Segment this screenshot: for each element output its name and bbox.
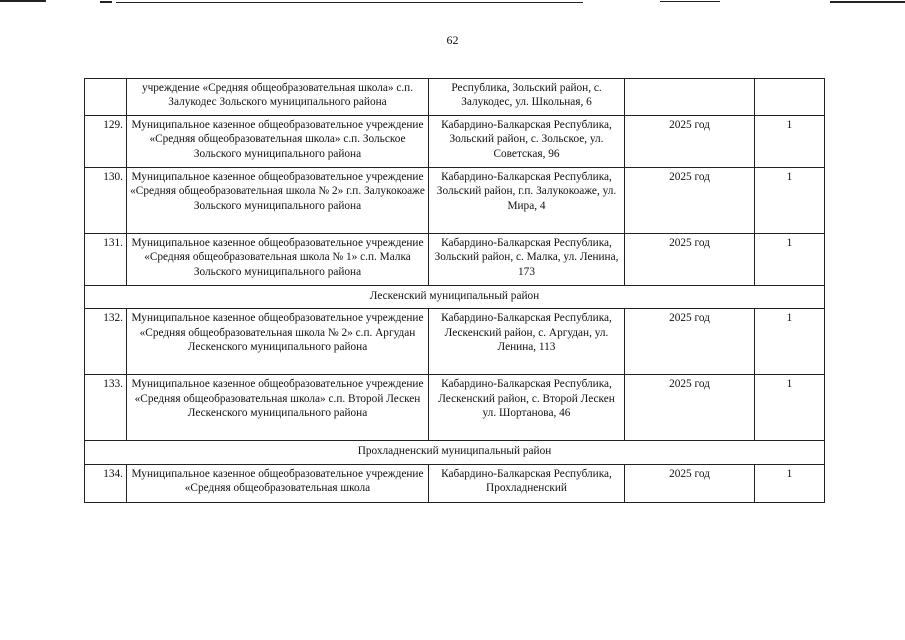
quantity: 1 [755,234,825,286]
institution-address: Кабардино-Балкарская Республика, Лескенский район, с. Аргудан, ул. Ленина, 113 [429,309,625,375]
quantity: 1 [755,168,825,234]
section-row [85,286,825,309]
institution-name: Муниципальное казенное общеобразовательное учреждение «Средняя общеобразовательная школа [127,464,429,502]
institution-name: Муниципальное казенное общеобразовательное учреждение «Средняя общеобразовательная школа № 1» с.п. Малка Зольского муниципального района [127,234,429,286]
section-heading: Прохладненский муниципальный район [85,441,825,464]
registry-table [84,78,825,503]
scan-line [0,0,46,2]
institution-address: Кабардино-Балкарская Республика, Зольский район, с. Зольское, ул. Советская, 96 [429,116,625,168]
section-row [85,441,825,464]
quantity [755,79,825,116]
institution-name: учреждение «Средняя общеобразовательная школа» с.п. Залукодес Зольского муниципального района [127,79,429,116]
target-year: 2025 год [625,234,755,286]
target-year: 2025 год [625,168,755,234]
scan-line [660,1,720,2]
row-number: 130. [85,168,127,234]
target-year [625,79,755,116]
target-year: 2025 год [625,375,755,441]
quantity: 1 [755,464,825,502]
row-number [85,79,127,116]
institution-name: Муниципальное казенное общеобразовательное учреждение «Средняя общеобразовательная школа № 2» г.п. Залукокоаже Зольского муниципального района [127,168,429,234]
institution-address: Кабардино-Балкарская Республика, Зольский район, с. Малка, ул. Ленина, 173 [429,234,625,286]
page-number: 62 [446,33,459,47]
row-number: 133. [85,375,127,441]
target-year: 2025 год [625,116,755,168]
table-row [85,234,825,286]
table-row [85,168,825,234]
row-number: 129. [85,116,127,168]
institution-name: Муниципальное казенное общеобразовательное учреждение «Средняя общеобразовательная школа» с.п. Второй Лескен Лескенского муниципального района [127,375,429,441]
scan-line [100,1,112,3]
row-number: 134. [85,464,127,502]
row-number: 132. [85,309,127,375]
institution-address: Кабардино-Балкарская Республика, Лескенский район, с. Второй Лескен ул. Шортанова, 46 [429,375,625,441]
table-row [85,309,825,375]
scan-line [116,2,583,3]
table-row [85,79,825,116]
table-row [85,375,825,441]
institution-address: Кабардино-Балкарская Республика, Зольский район, г.п. Залукокоаже, ул. Мира, 4 [429,168,625,234]
quantity: 1 [755,309,825,375]
section-heading: Лескенский муниципальный район [85,286,825,309]
scan-line [830,1,905,3]
institution-address: Кабардино-Балкарская Республика, Прохладненский [429,464,625,502]
row-number: 131. [85,234,127,286]
institution-address: Республика, Зольский район, с. Залукодес, ул. Школьная, 6 [429,79,625,116]
target-year: 2025 год [625,464,755,502]
table-row [85,464,825,502]
institution-name: Муниципальное казенное общеобразовательное учреждение «Средняя общеобразовательная школа» с.п. Зольское Зольского муниципального района [127,116,429,168]
quantity: 1 [755,116,825,168]
target-year: 2025 год [625,309,755,375]
institution-name: Муниципальное казенное общеобразовательное учреждение «Средняя общеобразовательная школа № 2» с.п. Аргудан Лескенского муниципального района [127,309,429,375]
quantity: 1 [755,375,825,441]
table-row [85,116,825,168]
